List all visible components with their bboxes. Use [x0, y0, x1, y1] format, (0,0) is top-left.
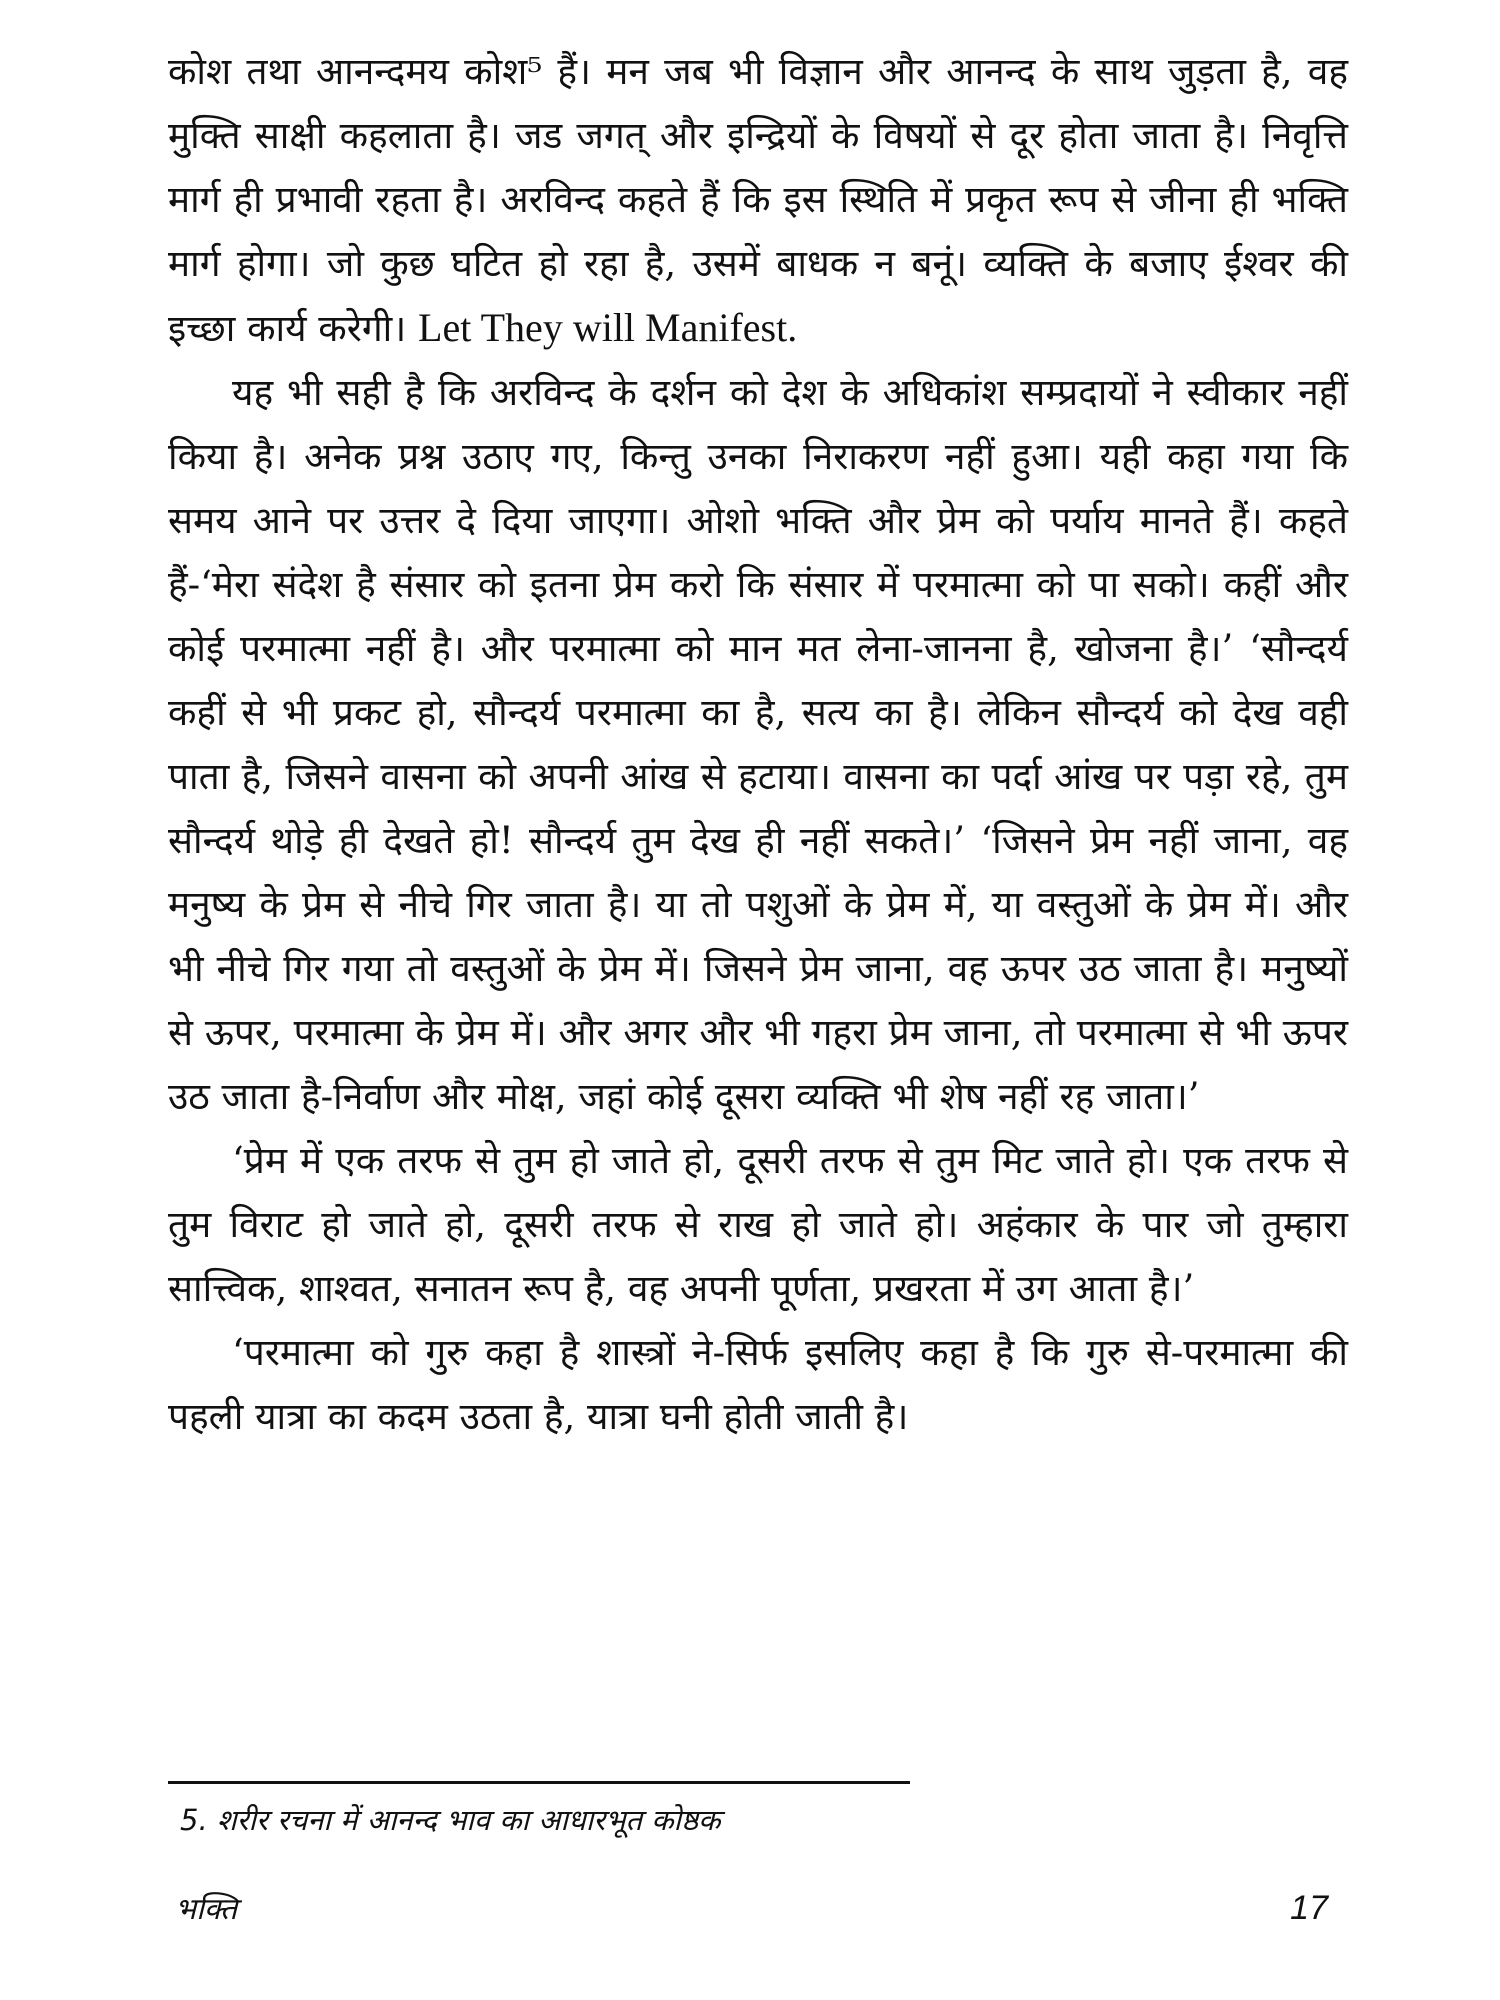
footnote: 5. शरीर रचना में आनन्द भाव का आधारभूत कोष्ठक [180, 1803, 721, 1837]
running-footer-title: भक्ति [175, 1892, 238, 1927]
page-number: 17 [1290, 1889, 1328, 1927]
paragraph-1-text: कोश तथा आनन्दमय कोश⁵ हैं। मन जब भी विज्ञान और आनन्द के साथ जुड़ता है, वह मुक्ति साक्षी कहलाता है। जड जगत् और इन्द्रियों के विषयों से दूर होता जाता है। निवृत्ति मार्ग ही प्रभावी रहता है। अरविन्द कहते हैं कि इस स्थिति में प्रकृत रूप से जीना ही भक्ति मार्ग होगा। जो कुछ घटित हो रहा है, उसमें बाधक न बनूं। व्यक्ति के बजाए ईश्वर की इच्छा कार्य करेगी। [168, 50, 1348, 350]
paragraph-4: ‘परमात्मा को गुरु कहा है शास्त्रों ने-सिर्फ इसलिए कहा है कि गुरु से-परमात्मा की पहली यात्रा का कदम उठता है, यात्रा घनी होती जाती है। [168, 1331, 1348, 1438]
footnote-separator [168, 1781, 910, 1784]
body-text [168, 40, 1348, 1449]
paragraph-1 [168, 40, 1348, 361]
english-phrase: Let They will Manifest. [418, 305, 798, 350]
paragraph-2: यह भी सही है कि अरविन्द के दर्शन को देश के अधिकांश सम्प्रदायों ने स्वीकार नहीं किया है। अनेक प्रश्न उठाए गए, किन्तु उनका निराकरण नहीं हुआ। यही कहा गया कि समय आने पर उत्तर दे दिया जाएगा। ओशो भक्ति और प्रेम को पर्याय मानते हैं। कहते हैं-‘मेरा संदेश है संसार को इतना प्रेम करो कि संसार में परमात्मा को पा सको। कहीं और कोई परमात्मा नहीं है। और परमात्मा को मान मत लेना-जानना है, खोजना है।’ ‘सौन्दर्य कहीं से भी प्रकट हो, सौन्दर्य परमात्मा का है, सत्य का है। लेकिन सौन्दर्य को देख वही पाता है, जिसने वासना को अपनी आंख से हटाया। वासना का पर्दा आंख पर पड़ा रहे, तुम सौन्दर्य थोड़े ही देखते हो! सौन्दर्य तुम देख ही नहीं सकते।’ ‘जिसने प्रेम नहीं जाना, वह मनुष्य के प्रेम से नीचे गिर जाता है। या तो पशुओं के प्रेम में, या वस्तुओं के प्रेम में। और भी नीचे गिर गया तो वस्तुओं के प्रेम में। जिसने प्रेम जाना, वह ऊपर उठ जाता है। मनुष्यों से ऊपर, परमात्मा के प्रेम में। और अगर और भी गहरा प्रेम जाना, तो परमात्मा से भी ऊपर उठ जाता है-निर्वाण और मोक्ष, जहां कोई दूसरा व्यक्ति भी शेष नहीं रह जाता।’ [168, 371, 1348, 1118]
paragraph-3: ‘प्रेम में एक तरफ से तुम हो जाते हो, दूसरी तरफ से तुम मिट जाते हो। एक तरफ से तुम विराट हो जाते हो, दूसरी तरफ से राख हो जाते हो। अहंकार के पार जो तुम्हारा सात्त्विक, शाश्वत, सनातन रूप है, वह अपनी पूर्णता, प्रखरता में उग आता है।’ [168, 1139, 1348, 1310]
